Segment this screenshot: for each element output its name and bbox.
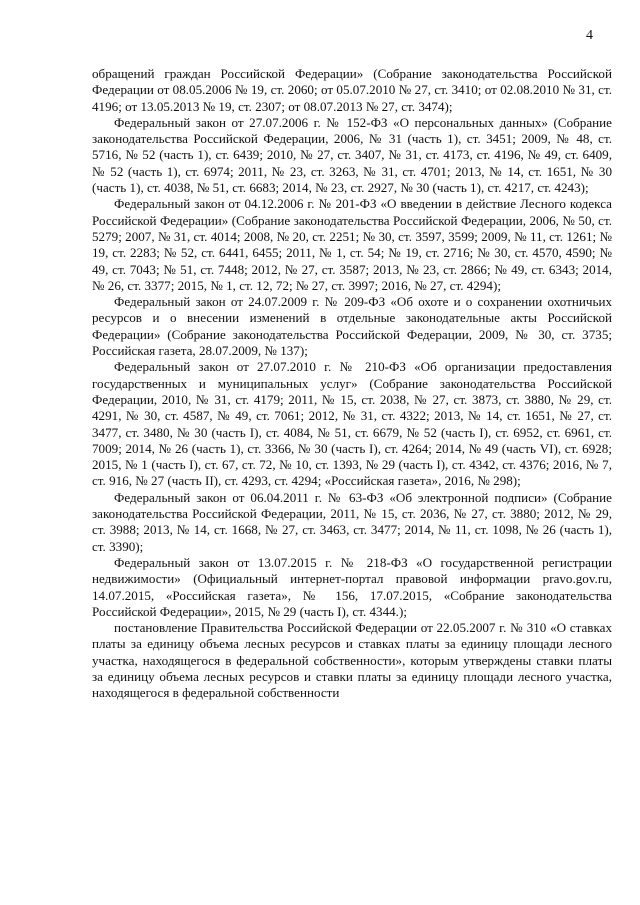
paragraph-law-152-fz: Федеральный закон от 27.07.2006 г. № 152-ФЗ «О персональных данных» (Собрание законодательства Российской Федерации, 2006, № 31 (часть 1), ст. 3451; 2009, № 48, ст. 5716, № 52 (часть 1), ст. 6439; 2010, № 27, ст. 3407, № 31, ст. 4173, ст. 4196, № 49, ст. 6409, № 52 (часть 1), ст. 6974; 2011, № 23, ст. 3263, № 31, ст. 4701; 2013, № 14, ст. 1651, № 30 (часть 1), ст. 4038, № 51, ст. 6683; 2014, № 23, ст. 2927, № 30 (часть 1), ст. 4217, ст. 4243); <box>92 114 612 196</box>
paragraph-law-201-fz: Федеральный закон от 04.12.2006 г. № 201-ФЗ «О введении в действие Лесного кодекса Российской Федерации» (Собрание законодательства Российской Федерации, 2006, № 50, ст. 5279; 2007, № 31, ст. 4014; 2008, № 20, ст. 2251; № 30, ст. 3597, 3599; 2009, № 11, ст. 1261; № 19, ст. 2283; № 52, ст. 6441, 6455; 2011, № 1, ст. 54; № 19, ст. 2716; № 30, ст. 4570, 4590; № 49, ст. 7043; № 51, ст. 7448; 2012, № 27, ст. 3587; 2013, № 23, ст. 2866; № 49, ст. 6343; 2014, № 26, ст. 3377; 2015, № 1, ст. 12, 72; № 27, ст. 3997; 2016, № 27, ст. 4294); <box>92 196 612 293</box>
paragraph-law-210-fz: Федеральный закон от 27.07.2010 г. № 210-ФЗ «Об организации предоставления государственных и муниципальных услуг» (Собрание законодательства Российской Федерации, 2010, № 31, ст. 4179; 2011, № 15, ст. 2038, № 27, ст. 3873, ст. 3880, № 29, ст. 4291, № 30, ст. 4587, № 49, ст. 7061; 2012, № 31, ст. 4322; 2013, № 14, ст. 1651, № 27, ст. 3477, ст. 3480, № 30 (часть I), ст. 4084, № 51, ст. 6679, № 52 (часть I), ст. 6952, ст. 6961, ст. 7009; 2014, № 26 (часть 1), ст. 3366, № 30 (часть I), ст. 4264; 2014, № 49 (часть VI), ст. 6928; 2015, № 1 (часть I), ст. 67, ст. 72, № 10, ст. 1393, № 29 (часть I), ст. 4342, ст. 4376; 2016, № 7, ст. 916, № 27 (часть II), ст. 4293, ст. 4294; «Российская газета», 2016, № 298); <box>92 359 612 489</box>
page-number: 4 <box>586 28 593 43</box>
paragraph-law-63-fz: Федеральный закон от 06.04.2011 г. № 63-ФЗ «Об электронной подписи» (Собрание законодательства Российской Федерации, 2011, № 15, ст. 2036, № 27, ст. 3880; 2012, № 29, ст. 3988; 2013, № 14, ст. 1668, № 27, ст. 3463, ст. 3477; 2014, № 11, ст. 1098, № 26 (часть 1), ст. 3390); <box>92 489 612 554</box>
paragraph-law-218-fz: Федеральный закон от 13.07.2015 г. № 218-ФЗ «О государственной регистрации недвижимости» (Официальный интернет-портал правовой информации pravo.gov.ru, 14.07.2015, «Российская газета», № 156, 17.07.2015, «Собрание законодательства Российской Федерации», 2015, № 29 (часть I), ст. 4344.); <box>92 554 612 619</box>
document-body <box>92 66 612 702</box>
paragraph-law-209-fz: Федеральный закон от 24.07.2009 г. № 209-ФЗ «Об охоте и о сохранении охотничьих ресурсов и о внесении изменений в отдельные законодательные акты Российской Федерации» (Собрание законодательства Российской Федерации, 2009, № 30, ст. 3735; Российская газета, 28.07.2009, № 137); <box>92 294 612 359</box>
paragraph-resolution-310: постановление Правительства Российской Федерации от 22.05.2007 г. № 310 «О ставках платы за единицу объема лесных ресурсов и ставках платы за единицу площади лесного участка, находящегося в федеральной собственности», которым утверждены ставки платы за единицу объема лесных ресурсов и ставки платы за единицу площади лесного участка, находящегося в федеральной собственности <box>92 620 612 701</box>
paragraph-continuation: обращений граждан Российской Федерации» (Собрание законодательства Российской Федерации от 08.05.2006 № 19, ст. 2060; от 05.07.2010 № 27, ст. 3410; от 02.08.2010 № 31, ст. 4196; от 13.05.2013 № 19, ст. 2307; от 08.07.2013 № 27, ст. 3474); <box>92 66 612 114</box>
